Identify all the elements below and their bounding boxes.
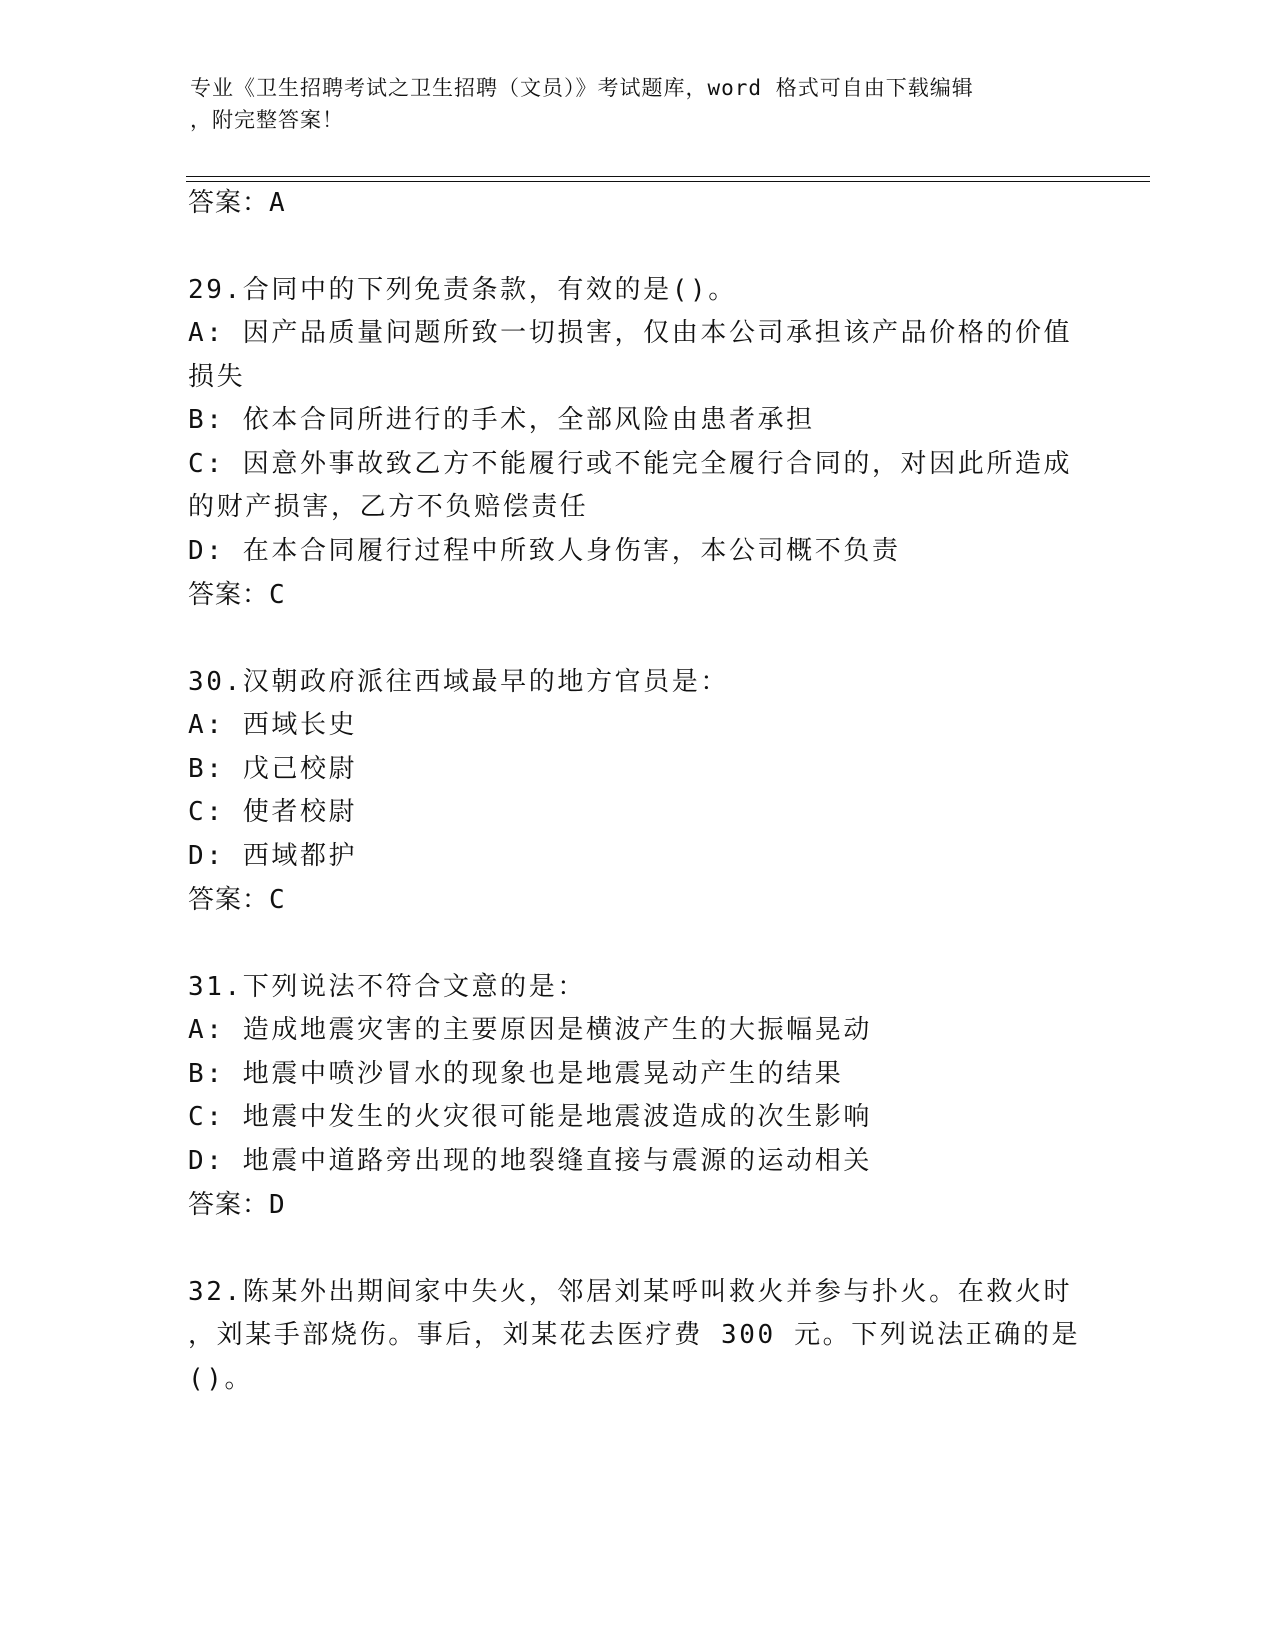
question-stem: 29.合同中的下列免责条款，有效的是()。 bbox=[188, 275, 737, 305]
option-b: B: 地震中喷沙冒水的现象也是地震晃动产生的结果 bbox=[188, 1059, 844, 1089]
question-stem: 32.陈某外出期间家中失火，邻居刘某呼叫救火并参与扑火。在救火时 bbox=[188, 1277, 1073, 1307]
answer-previous: 答案：A bbox=[188, 188, 286, 218]
option-d: D: 地震中道路旁出现的地裂缝直接与震源的运动相关 bbox=[188, 1146, 872, 1176]
option-a: A: 造成地震灾害的主要原因是横波产生的大振幅晃动 bbox=[188, 1015, 872, 1045]
question-stem-continued: ()。 bbox=[188, 1364, 254, 1394]
option-c: C: 使者校尉 bbox=[188, 797, 358, 827]
option-b: B: 戊己校尉 bbox=[188, 754, 358, 784]
option-d: D: 在本合同履行过程中所致人身伤害，本公司概不负责 bbox=[188, 536, 901, 566]
question-stem: 30.汉朝政府派往西域最早的地方官员是： bbox=[188, 667, 729, 697]
header-line-2: ，附完整答案！ bbox=[190, 108, 344, 132]
option-c: C: 地震中发生的火灾很可能是地震波造成的次生影响 bbox=[188, 1102, 872, 1132]
header-divider-bottom bbox=[186, 181, 1150, 182]
option-a: A: 西域长史 bbox=[188, 710, 358, 740]
header-line-1: 专业《卫生招聘考试之卫生招聘（文员）》考试题库，word 格式可自由下载编辑 bbox=[190, 76, 974, 100]
answer: 答案：C bbox=[188, 580, 286, 610]
question-stem: 31.下列说法不符合文意的是： bbox=[188, 972, 586, 1002]
header-divider-top bbox=[186, 176, 1150, 177]
option-a: A: 因产品质量问题所致一切损害，仅由本公司承担该产品价格的价值 bbox=[188, 318, 1073, 348]
option-c: C: 因意外事故致乙方不能履行或不能完全履行合同的，对因此所造成 bbox=[188, 449, 1073, 479]
document-header bbox=[190, 72, 1070, 136]
option-d: D: 西域都护 bbox=[188, 841, 358, 871]
answer: 答案：C bbox=[188, 885, 286, 915]
option-c-continued: 的财产损害，乙方不负赔偿责任 bbox=[188, 492, 589, 522]
question-stem-continued: ，刘某手部烧伤。事后，刘某花去医疗费 300 元。下列说法正确的是 bbox=[188, 1320, 1081, 1350]
option-a-continued: 损失 bbox=[188, 362, 246, 392]
option-b: B: 依本合同所进行的手术，全部风险由患者承担 bbox=[188, 405, 815, 435]
answer: 答案：D bbox=[188, 1190, 286, 1220]
